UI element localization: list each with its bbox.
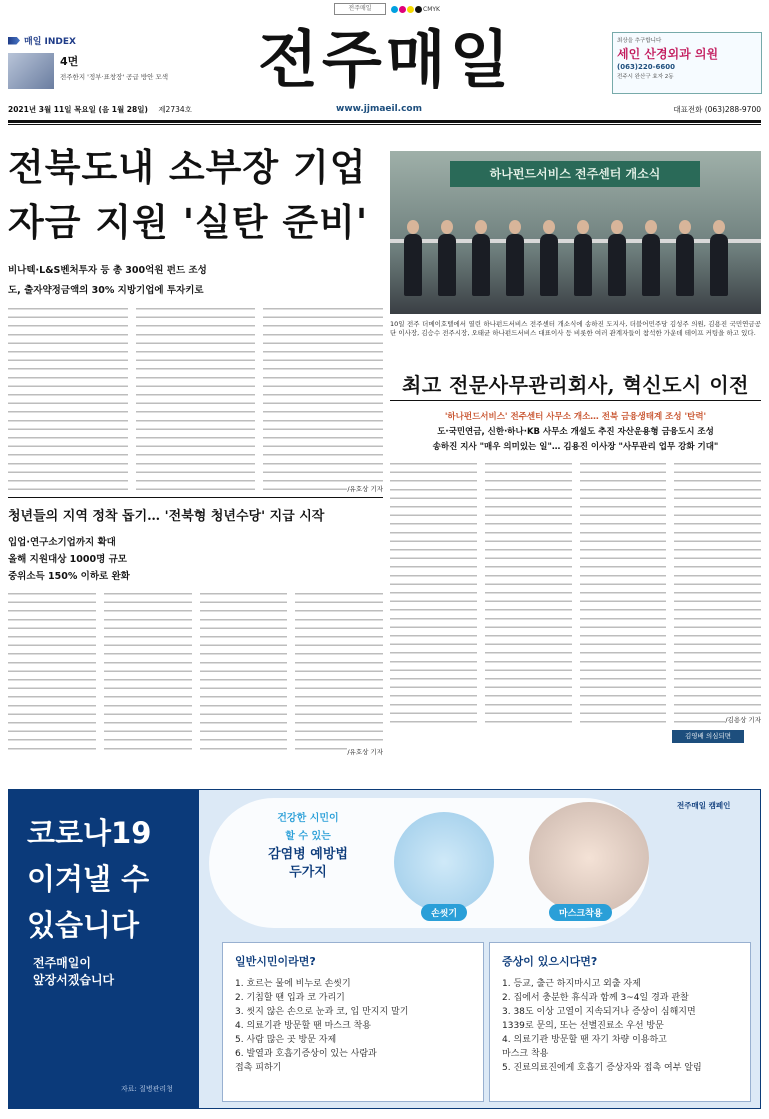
contact-phone: 대표전화 (063)288-9700 bbox=[673, 105, 761, 114]
handwash-label: 손씻기 bbox=[421, 904, 467, 921]
ad-source: 자료: 질병관리청 bbox=[121, 1085, 173, 1093]
general-public-box bbox=[222, 942, 484, 1102]
hotline-tag: 김영배 의심되면 '1339'로 bbox=[672, 730, 744, 743]
lead-sub1: 비나텍·L&S벤처투자 등 총 300억원 펀드 조성 bbox=[8, 265, 207, 276]
second-sub1: 도·국민연금, 신한·하나·KB 사무소 개설도 추진 자산운용형 금융도시 조성 bbox=[437, 427, 714, 437]
list-item: 4. 의료기관 방문할 땐 자기 차량 이용하고 bbox=[502, 1035, 667, 1045]
ad-headline bbox=[27, 810, 151, 948]
youth-rule bbox=[8, 497, 383, 498]
list-item: 1. 흐르는 물에 비누로 손씻기 bbox=[235, 979, 351, 989]
prevention-illustration bbox=[209, 798, 669, 930]
index-desc[interactable]: 전주한지 '정부·표창장' 공급 방안 모색 bbox=[60, 73, 169, 81]
lead-headline-line1: 전북도내 소부장 기업 bbox=[8, 145, 367, 189]
person-figure bbox=[676, 234, 694, 296]
general-public-list bbox=[223, 977, 483, 1075]
ad-subline bbox=[33, 955, 114, 989]
yellow-dot bbox=[407, 6, 414, 13]
symptomatic-box bbox=[489, 942, 751, 1102]
circle-line2: 할 수 있는 bbox=[285, 831, 331, 842]
list-item: 1339로 문의, 또는 선별진료소 우선 방문 bbox=[502, 1021, 664, 1031]
list-item: 1. 등교, 출근 하지마시고 외출 자제 bbox=[502, 979, 641, 989]
youth-sub3: 중위소득 150% 이하로 완화 bbox=[8, 571, 130, 582]
cmyk-marks bbox=[391, 6, 440, 13]
clinic-ad-tagline: 최상을 추구합니다 bbox=[617, 38, 662, 44]
ad-headline-line2: 이겨낼 수 bbox=[27, 862, 150, 896]
person-figure bbox=[574, 234, 592, 296]
lead-sub2: 도, 출자약정금액의 30% 지방기업에 투자키로 bbox=[8, 285, 204, 296]
list-item: 3. 씻지 않은 손으로 눈과 코, 입 만지지 말기 bbox=[235, 1007, 409, 1017]
handwash-icon bbox=[394, 812, 494, 912]
list-item: 접촉 피하기 bbox=[235, 1063, 282, 1073]
photo-caption: 10일 전주 더메이호텔에서 열린 하나펀드서비스 전주센터 개소식에 송하진 도지사, 더블어민주당 김성주 의원, 김용진 국민연금공단 이사장, 김승수 전주시장, 오태균 하나펀드서비스 대표이사 등 비롯한 여러 관계자들이 참석한 가운데 테이프 커팅을 하고 있다. bbox=[390, 320, 761, 337]
list-item: 2. 집에서 충분한 휴식과 함께 3~4일 경과 관찰 bbox=[502, 993, 689, 1003]
mask-label: 마스크착용 bbox=[549, 904, 612, 921]
person-figure bbox=[472, 234, 490, 296]
symptomatic-list bbox=[490, 977, 750, 1075]
second-body bbox=[390, 458, 761, 724]
index-arrow-icon bbox=[8, 37, 20, 45]
black-dot bbox=[415, 6, 422, 13]
youth-sub2: 올해 지원대상 1000명 규모 bbox=[8, 554, 127, 565]
ad-subline-2: 앞장서겠습니다 bbox=[33, 973, 115, 987]
lead-headline-line2: 자금 지원 '실탄 준비' bbox=[8, 200, 369, 244]
circle-line1: 건강한 시민이 bbox=[277, 813, 339, 824]
clinic-ad-address: 전주시 완산구 효자 2동 bbox=[617, 74, 674, 80]
masthead-rule-thin bbox=[8, 124, 761, 125]
campaign-label: 전주매일 캠페인 bbox=[677, 801, 731, 810]
clinic-ad-phone: (063)220-6600 bbox=[617, 63, 676, 71]
youth-headline[interactable]: 청년들의 지역 정착 돕기… '전북형 청년수당' 지급 시작 bbox=[8, 509, 325, 524]
issue-date: 2021년 3월 11일 목요일 (음 1월 28일) bbox=[8, 105, 148, 114]
person-figure bbox=[710, 234, 728, 296]
circle-text bbox=[233, 810, 383, 882]
ad-left-panel bbox=[9, 790, 199, 1108]
circle-line3: 감염병 예방법 bbox=[268, 847, 348, 862]
youth-byline: /유호상 기자 bbox=[347, 748, 383, 756]
person-figure bbox=[540, 234, 558, 296]
circle-line4: 두가지 bbox=[289, 865, 327, 880]
list-item: 6. 발열과 호흡기증상이 있는 사람과 bbox=[235, 1049, 377, 1059]
mask-icon bbox=[529, 802, 649, 914]
person-figure bbox=[642, 234, 660, 296]
symptomatic-title: 증상이 있으시다면? bbox=[502, 955, 598, 968]
list-item: 마스크 착용 bbox=[502, 1049, 549, 1059]
magenta-dot bbox=[399, 6, 406, 13]
dateline bbox=[8, 104, 761, 117]
list-item: 2. 기침할 땐 입과 코 가리기 bbox=[235, 993, 345, 1003]
index-page[interactable]: 4면 bbox=[60, 55, 79, 68]
second-kicker: '하나펀드서비스' 전주센터 사무소 개소… 전북 금융생태계 조성 '탄력' bbox=[444, 412, 707, 422]
lead-byline: /유호상 기자 bbox=[347, 485, 384, 493]
second-headline[interactable]: 최고 전문사무관리회사, 혁신도시 이전 bbox=[402, 373, 749, 397]
list-item: 4. 의료기관 방문할 땐 마스크 착용 bbox=[235, 1021, 371, 1031]
ceremony-photo bbox=[390, 151, 761, 314]
person-figure bbox=[506, 234, 524, 296]
cmyk-text: CMYK bbox=[423, 6, 440, 13]
general-public-title: 일반시민이라면? bbox=[235, 955, 316, 968]
lead-body bbox=[8, 303, 383, 493]
second-sub2: 송하진 지사 "매우 의미있는 일"… 김용진 이사장 "사무관리 업무 강화 기대" bbox=[432, 442, 719, 452]
masthead-rule bbox=[8, 120, 761, 123]
top-registration-label: 전주매일 bbox=[334, 3, 386, 15]
youth-sub1: 입업·연구소기업까지 확대 bbox=[8, 537, 116, 548]
ad-subline-1: 전주매일이 bbox=[33, 956, 91, 970]
clinic-ad bbox=[612, 32, 762, 94]
list-item: 5. 사람 많은 곳 방문 자제 bbox=[235, 1035, 337, 1045]
website-link[interactable]: www.jjmaeil.com bbox=[336, 104, 422, 114]
cyan-dot bbox=[391, 6, 398, 13]
ad-headline-line3: 있습니다 bbox=[27, 908, 140, 942]
second-byline: /김용상 기자 bbox=[725, 716, 761, 724]
newspaper-masthead: 전주매일 bbox=[258, 23, 514, 96]
photo-banner: 하나펀드서비스 전주센터 개소식 bbox=[450, 161, 700, 187]
issue-number: 제2734호 bbox=[158, 105, 192, 114]
person-figure bbox=[404, 234, 422, 296]
lead-headline[interactable] bbox=[8, 140, 383, 250]
index-thumbnail bbox=[8, 53, 54, 89]
person-figure bbox=[608, 234, 626, 296]
ad-headline-line1: 코로나19 bbox=[27, 816, 152, 850]
second-rule bbox=[390, 400, 761, 401]
index-label: 매일 INDEX bbox=[24, 37, 76, 47]
list-item: 5. 진료의료진에게 호흡기 증상자와 접촉 여부 알림 bbox=[502, 1063, 702, 1073]
clinic-ad-name: 세인 산경외과 의원 bbox=[617, 47, 719, 61]
person-figure bbox=[438, 234, 456, 296]
covid-campaign-ad bbox=[8, 789, 761, 1109]
youth-body bbox=[8, 588, 383, 756]
list-item: 3. 38도 이상 고열이 지속되거나 증상이 심해지면 bbox=[502, 1007, 696, 1017]
index-section bbox=[8, 34, 248, 89]
